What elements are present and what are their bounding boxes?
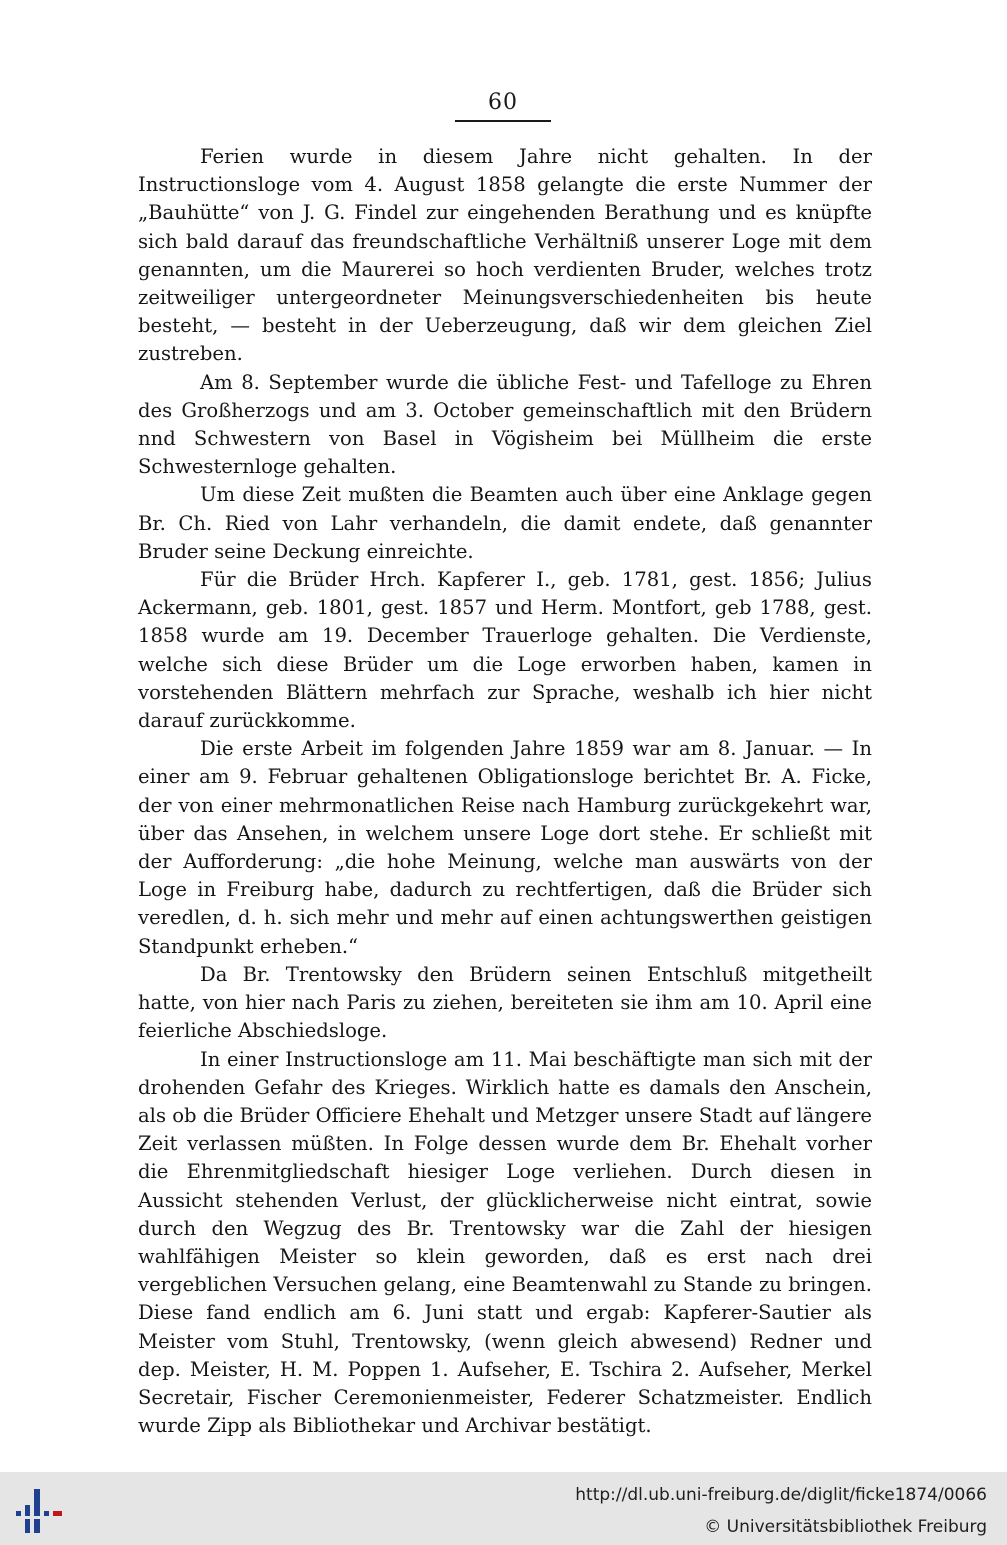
paragraph: Um diese Zeit mußten die Beamten auch über eine Anklage gegen Br. Ch. Ried von Lahr verhandeln, die damit endete, daß genannter Bruder seine Deckung einreichte. <box>138 483 872 563</box>
copyright-notice: © Universitätsbibliothek Freiburg <box>704 1517 987 1537</box>
paragraph: Für die Brüder Hrch. Kapferer I., geb. 1781, gest. 1856; Julius Ackermann, geb. 1801, gest. 1857 und Herm. Montfort, geb 1788, gest. 1858 wurde am 19. December Trauerloge gehalten. Die Verdienste, welche sich diese Brüder um die Loge erworben haben, kamen in vorstehenden Blättern mehrfach zur Sprache, weshalb ich hier nicht darauf zurückkomme. <box>138 568 872 733</box>
paragraph: In einer Instructionsloge am 11. Mai beschäftigte man sich mit der drohenden Gefahr des Krieges. Wirklich hatte es damals den Anschein, als ob die Brüder Officiere Ehehalt und Metzger unsere Stadt auf längere Zeit verlassen müßten. In Folge dessen wurde dem Br. Ehehalt vorher die Ehrenmitgliedschaft hiesiger Loge verliehen. Durch diesen in Aussicht stehenden Verlust, der glücklicherweise nicht eintrat, sowie durch den Wegzug des Br. Trentowsky war die Zahl der hiesigen wahlfähigen Meister so klein geworden, daß es erst nach drei vergeblichen Versuchen gelang, eine Beamtenwahl zu Stande zu bringen. Diese fand endlich am 6. Juni statt und ergab: Kapferer-Sautier als Meister vom Stuhl, Trentowsky, (wenn gleich abwesend) Redner und dep. Meister, H. M. Poppen 1. Aufseher, E. Tschira 2. Aufseher, Merkel Secretair, Fischer Ceremonienmeister, Federer Schatzmeister. Endlich wurde Zipp als Bibliothekar und Archivar bestätigt. <box>138 1047 872 1438</box>
page-number-rule <box>455 120 551 122</box>
paragraph: Da Br. Trentowsky den Brüdern seinen Entschluß mitgetheilt hatte, von hier nach Paris zu ziehen, bereiteten sie ihm am 10. April eine feierliche Abschiedsloge. <box>138 962 872 1043</box>
permalink-url[interactable]: http://dl.ub.uni-freiburg.de/diglit/ficke1874/0066 <box>575 1485 987 1505</box>
footer-bar <box>0 1472 1007 1545</box>
page-number: 60 <box>488 90 518 115</box>
page-text <box>138 143 872 1440</box>
paragraph: Am 8. September wurde die übliche Fest- und Tafelloge zu Ehren des Großherzogs und am 3. October gemeinschaftlich mit den Brüdern nnd Schwestern von Basel in Vögisheim bei Müllheim die erste Schwesternloge gehalten. <box>138 370 872 479</box>
paragraph: Die erste Arbeit im folgenden Jahre 1859 war am 8. Januar. — In einer am 9. Februar gehaltenen Obligationsloge berichtet Br. A. Ficke, der von einer mehrmonatlichen Reise nach Hamburg zurückgekehrt war, über das Ansehen, in welchem unsere Loge dort stehe. Er schließt mit der Aufforderung: „die hohe Meinung, welche man auswärts von der Loge in Freiburg habe, dadurch zu rechtfertigen, daß die Brüder sich veredlen, d. h. sich mehr und mehr auf einen achtungswerthen geistigen Standpunkt erheben.“ <box>138 737 872 958</box>
paragraph: Ferien wurde in diesem Jahre nicht gehalten. In der Instructionsloge vom 4. August 1858 gelangte die erste Nummer der „Bauhütte“ von J. G. Findel zur eingehenden Berathung und es knüpfte sich bald darauf das freundschaftliche Verhältniß unserer Loge mit dem genannten, um die Maurerei so hoch verdienten Bruder, welches trotz zeitweiliger untergeordneter Meinungsverschiedenheiten bis heute besteht, — besteht in der Ueberzeugung, daß wir dem gleichen Ziel zustreben. <box>138 145 872 366</box>
ub-freiburg-logo-icon[interactable] <box>12 1485 64 1537</box>
